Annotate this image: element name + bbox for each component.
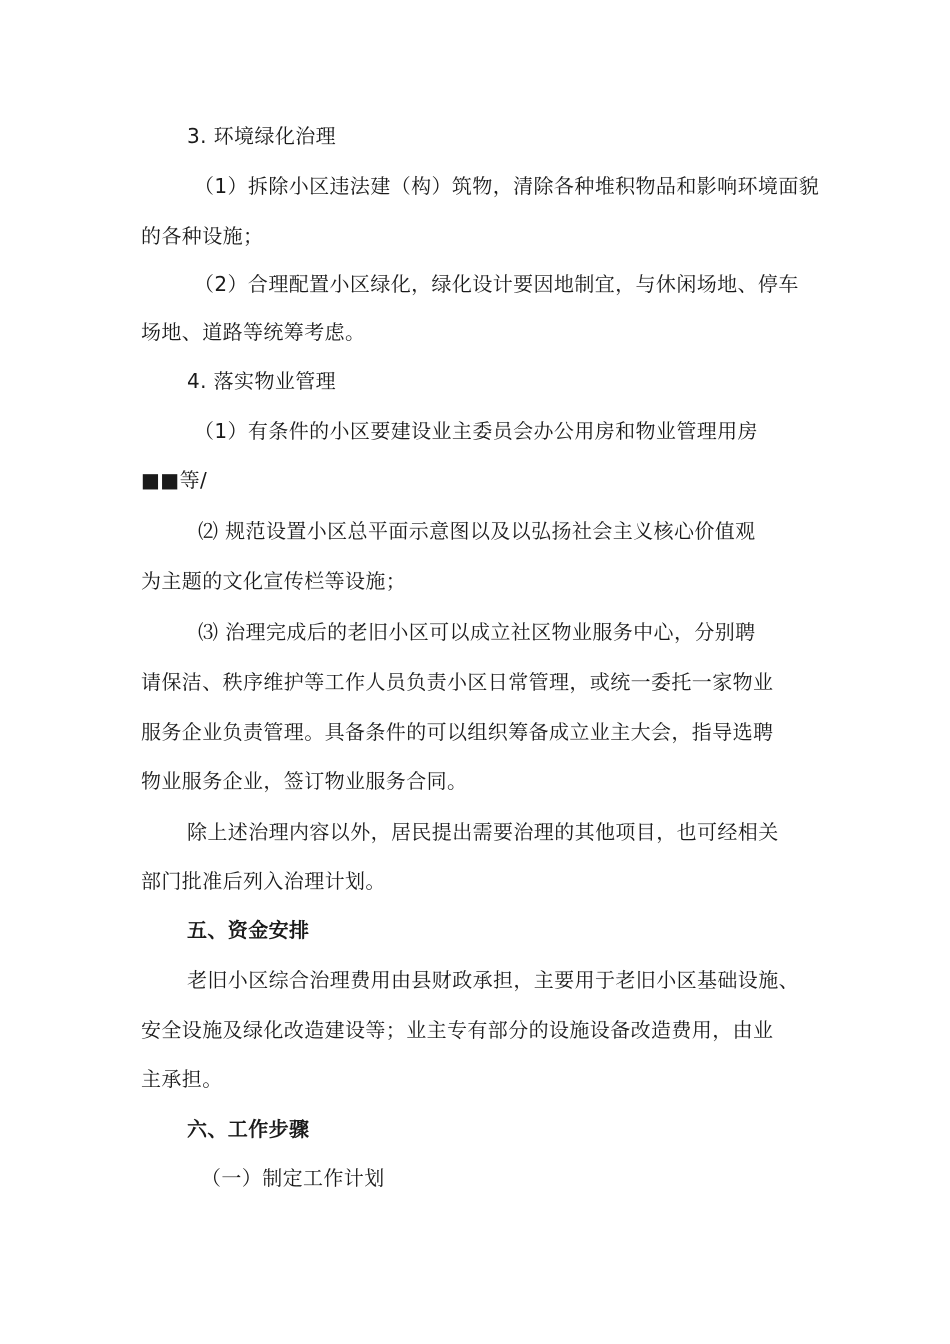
- paragraph-line: 请保洁、秩序维护等工作人员负责小区日常管理，或统一委托一家物业: [141, 670, 774, 694]
- paragraph-line: （1）拆除小区违法建（构）筑物，清除各种堆积物品和影响环境面貌: [194, 174, 820, 198]
- subheading-work-plan: （一）制定工作计划: [201, 1166, 385, 1190]
- section-heading-work-steps: 六、工作步骤: [187, 1117, 310, 1141]
- paragraph-line: 场地、道路等统筹考虑。: [141, 320, 366, 344]
- paragraph-line: 为主题的文化宣传栏等设施；: [141, 569, 407, 593]
- paragraph-line: 部门批准后列入治理计划。: [141, 869, 386, 893]
- paragraph-line: ⑵ 规范设置小区总平面示意图以及以弘扬社会主义核心价值观: [198, 519, 756, 543]
- paragraph-line: （1）有条件的小区要建设业主委员会办公用房和物业管理用房: [194, 419, 758, 443]
- paragraph-line: ■■等/: [141, 468, 208, 492]
- paragraph-line: 除上述治理内容以外，居民提出需要治理的其他项目，也可经相关: [187, 820, 779, 844]
- paragraph-line: 老旧小区综合治理费用由县财政承担，主要用于老旧小区基础设施、: [187, 968, 799, 992]
- paragraph-line: ⑶ 治理完成后的老旧小区可以成立社区物业服务中心，分别聘: [198, 620, 756, 644]
- paragraph-line: 物业服务企业，签订物业服务合同。: [141, 769, 468, 793]
- paragraph-line: 服务企业负责管理。具备条件的可以组织筹备成立业主大会，指导选聘: [141, 720, 774, 744]
- subheading-property-management: 4. 落实物业管理: [187, 369, 337, 393]
- paragraph-line: （2）合理配置小区绿化，绿化设计要因地制宜，与休闲场地、停车: [194, 272, 799, 296]
- subheading-environment-greening: 3. 环境绿化治理: [187, 124, 337, 148]
- paragraph-line: 的各种设施；: [141, 224, 264, 248]
- paragraph-line: 安全设施及绿化改造建设等；业主专有部分的设施设备改造费用，由业: [141, 1018, 774, 1042]
- paragraph-line: 主承担。: [141, 1067, 223, 1091]
- section-heading-funding: 五、资金安排: [187, 918, 310, 942]
